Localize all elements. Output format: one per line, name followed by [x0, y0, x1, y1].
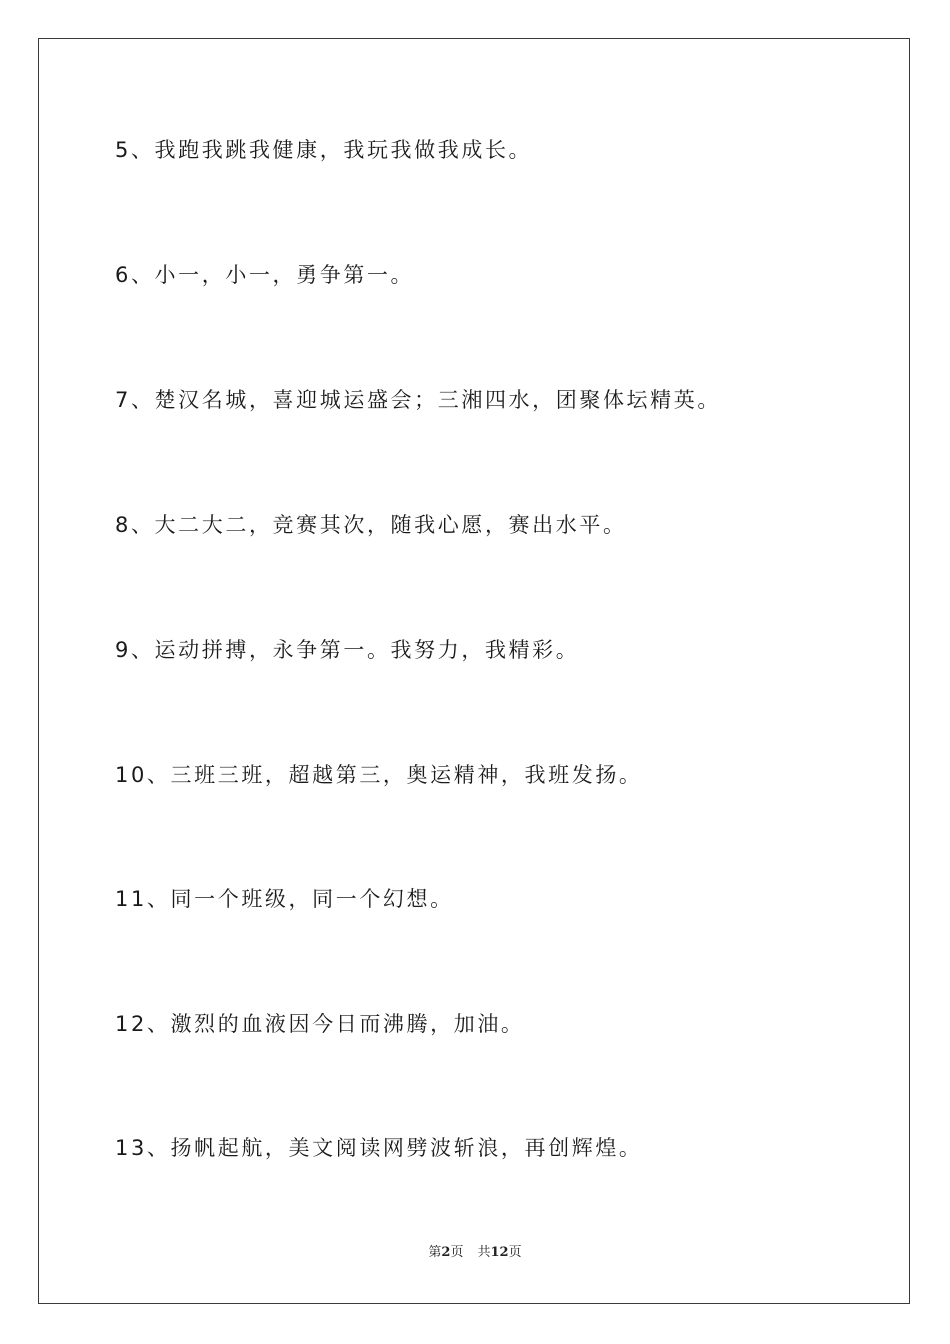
slogan-line-6: 6、小一，小一，勇争第一。 — [115, 263, 415, 287]
footer-total-indicator — [477, 1245, 521, 1261]
footer-page-suffix: 页 — [450, 1245, 464, 1260]
slogan-line-8: 8、大二大二，竞赛其次，随我心愿，赛出水平。 — [115, 513, 627, 537]
slogan-line-12: 12、激烈的血液因今日而沸腾，加油。 — [115, 1012, 525, 1036]
footer-total-prefix: 共 — [477, 1245, 491, 1260]
slogan-line-10: 10、三班三班，超越第三，奥运精神，我班发扬。 — [115, 763, 643, 787]
slogan-line-5: 5、我跑我跳我健康，我玩我做我成长。 — [115, 138, 533, 162]
footer-page-indicator — [428, 1245, 463, 1261]
footer-page-prefix: 第 — [428, 1245, 442, 1260]
slogan-line-7: 7、楚汉名城，喜迎城运盛会；三湘四水，团聚体坛精英。 — [115, 388, 721, 412]
footer-total-suffix: 页 — [508, 1245, 522, 1260]
footer-total-pages: 12 — [490, 1245, 509, 1260]
slogan-line-11: 11、同一个班级，同一个幻想。 — [115, 887, 454, 911]
footer-page-number: 2 — [441, 1245, 451, 1260]
slogan-line-13: 13、扬帆起航，美文阅读网劈波斩浪，再创辉煌。 — [115, 1136, 643, 1160]
page-border — [38, 38, 910, 1304]
slogan-line-9: 9、运动拼搏，永争第一。我努力，我精彩。 — [115, 638, 580, 662]
page-footer — [0, 1245, 950, 1261]
